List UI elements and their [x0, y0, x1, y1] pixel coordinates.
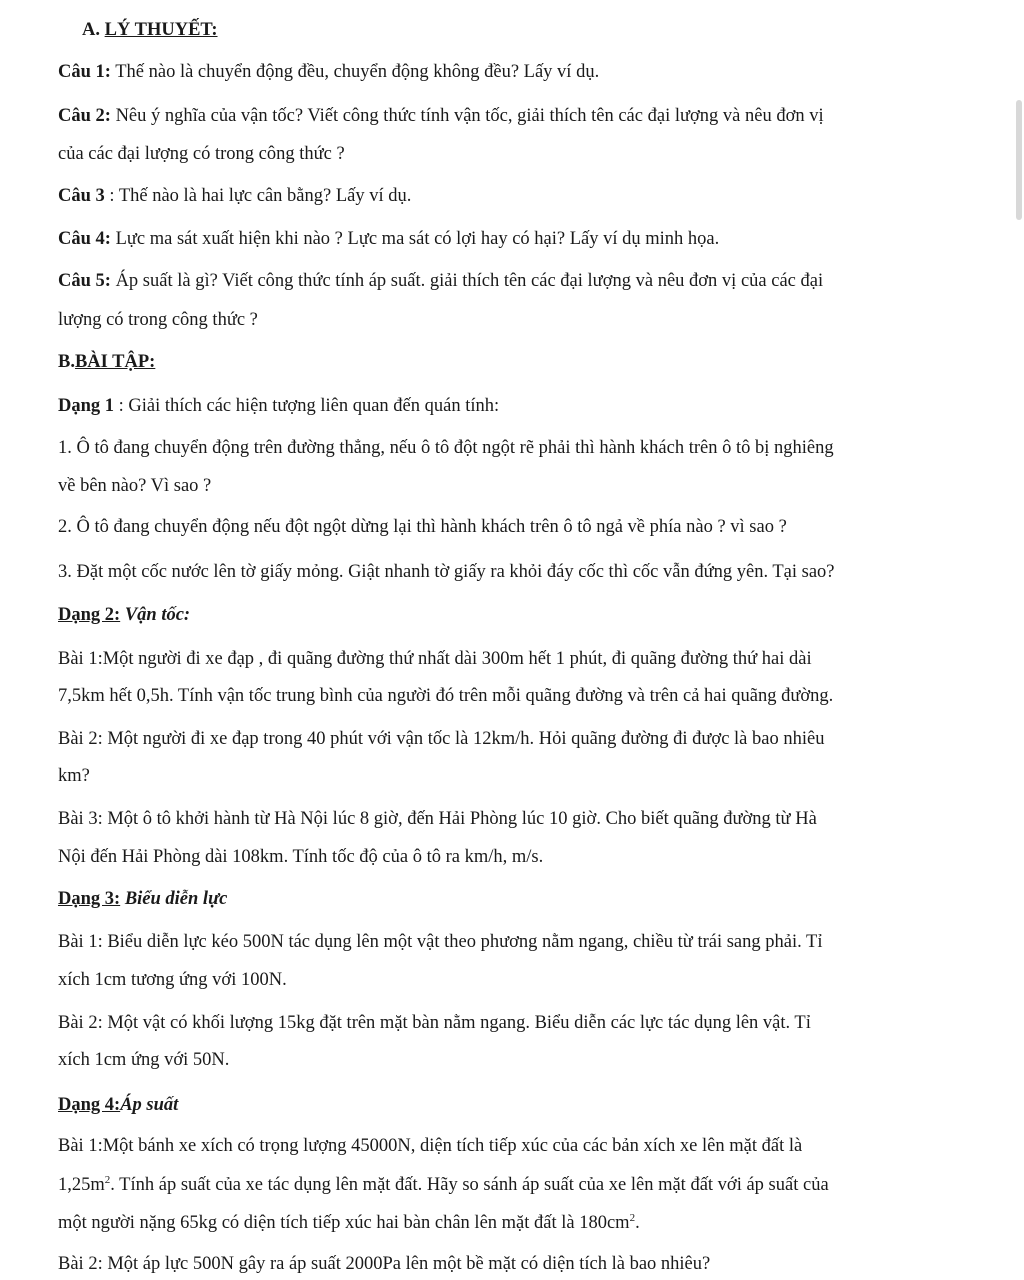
dang-4-bai-1-cont [58, 1173, 829, 1197]
dang-3-bai-1-cont: xích 1cm tương ứng với 100N. [58, 970, 287, 990]
dang-3-label: Dạng 3: [58, 889, 121, 909]
dang-3-bai-2-cont: xích 1cm ứng với 50N. [58, 1050, 230, 1070]
question-5-cont: lượng có trong công thức ? [58, 310, 258, 330]
question-1 [58, 60, 599, 84]
dang-4-label: Dạng 4: [58, 1095, 121, 1115]
dang-1-item-1-cont: về bên nào? Vì sao ? [58, 476, 212, 496]
question-2-cont: của các đại lượng có trong công thức ? [58, 144, 345, 164]
dang-4-bai-1-text-3: một người nặng 65kg có diện tích tiếp xúc hai bàn chân lên mặt đất là 180cm [58, 1213, 630, 1233]
question-5-text: Áp suất là gì? Viết công thức tính áp suất. giải thích tên các đại lượng và nêu đơn vị của các đại [115, 271, 824, 291]
question-3-text: : Thế nào là hai lực cân bằng? Lấy ví dụ. [109, 186, 412, 206]
section-a-heading [82, 18, 218, 42]
dang-1-item-2: 2. Ô tô đang chuyển động nếu đột ngột dừng lại thì hành khách trên ô tô ngả về phía nào ? vì sao ? [58, 517, 787, 537]
dang-1-heading [58, 394, 499, 418]
dang-1-item-1: 1. Ô tô đang chuyển động trên đường thẳng, nếu ô tô đột ngột rẽ phải thì hành khách trên ô tô bị nghiêng [58, 438, 834, 458]
dang-4-bai-1-period: . [635, 1213, 640, 1233]
section-b-prefix: B. [58, 352, 75, 372]
question-3 [58, 184, 411, 208]
dang-2-title: Vận tốc: [124, 605, 191, 625]
dang-2-heading [58, 603, 190, 627]
area-exponent: 2 [104, 1173, 111, 1186]
question-1-text: Thế nào là chuyển động đều, chuyển động không đều? Lấy ví dụ. [115, 62, 600, 82]
dang-3-title: Biểu diễn lực [124, 889, 228, 909]
dang-2-bai-2: Bài 2: Một người đi xe đạp trong 40 phút với vận tốc là 12km/h. Hỏi quãng đường đi được là bao nhiêu [58, 729, 825, 749]
dang-1-text: : Giải thích các hiện tượng liên quan đến quán tính: [118, 396, 500, 416]
section-a-title: LÝ THUYẾT: [104, 20, 218, 40]
question-2-text: Nêu ý nghĩa của vận tốc? Viết công thức tính vận tốc, giải thích tên các đại lượng và nêu đơn vị [115, 106, 824, 126]
dang-1-item-3: 3. Đặt một cốc nước lên tờ giấy mỏng. Giật nhanh tờ giấy ra khỏi đáy cốc thì cốc vẫn đứng yên. Tại sao? [58, 562, 835, 582]
question-4 [58, 227, 719, 251]
question-5 [58, 269, 823, 293]
question-2 [58, 104, 824, 128]
dang-3-heading [58, 887, 227, 911]
scrollbar[interactable] [1016, 100, 1022, 220]
dang-4-bai-1-text-2: . Tính áp suất của xe tác dụng lên mặt đất. Hãy so sánh áp suất của xe lên mặt đất với áp suất của [110, 1175, 829, 1195]
question-5-label: Câu 5: [58, 271, 111, 291]
foot-area-exponent: 2 [629, 1211, 636, 1224]
dang-2-label: Dạng 2: [58, 605, 121, 625]
question-4-text: Lực ma sát xuất hiện khi nào ? Lực ma sát có lợi hay có hại? Lấy ví dụ minh họa. [115, 229, 720, 249]
section-b-heading [58, 350, 155, 374]
section-b-title: BÀI TẬP: [74, 352, 156, 372]
dang-4-bai-2: Bài 2: Một áp lực 500N gây ra áp suất 2000Pa lên một bề mặt có diện tích là bao nhiêu? [58, 1254, 711, 1274]
question-2-label: Câu 2: [58, 106, 111, 126]
question-3-label: Câu 3 [58, 186, 105, 206]
dang-4-title: Áp suất [120, 1095, 179, 1115]
dang-2-bai-1-cont: 7,5km hết 0,5h. Tính vận tốc trung bình của người đó trên mỗi quãng đường và trên cả hai quãng đường. [58, 686, 834, 706]
area-value: 1,25m [58, 1175, 105, 1195]
dang-2-bai-3: Bài 3: Một ô tô khởi hành từ Hà Nội lúc 8 giờ, đến Hải Phòng lúc 10 giờ. Cho biết quãng đường từ Hà [58, 809, 817, 829]
dang-4-heading [58, 1093, 178, 1117]
dang-3-bai-2: Bài 2: Một vật có khối lượng 15kg đặt trên mặt bàn nằm ngang. Biểu diễn các lực tác dụng lên vật. Tỉ [58, 1013, 811, 1033]
section-a-prefix: A. [82, 20, 100, 40]
dang-2-bai-1: Bài 1:Một người đi xe đạp , đi quãng đường thứ nhất dài 300m hết 1 phút, đi quãng đường thứ hai dài [58, 649, 812, 669]
dang-4-bai-1-cont-2 [58, 1211, 640, 1235]
question-1-label: Câu 1: [58, 62, 111, 82]
dang-2-bai-3-cont: Nội đến Hải Phòng dài 108km. Tính tốc độ của ô tô ra km/h, m/s. [58, 847, 544, 867]
dang-1-label: Dạng 1 [58, 396, 115, 416]
question-4-label: Câu 4: [58, 229, 111, 249]
dang-2-bai-2-cont: km? [58, 766, 90, 786]
dang-3-bai-1: Bài 1: Biểu diễn lực kéo 500N tác dụng lên một vật theo phương nằm ngang, chiều từ trái sang phải. Tỉ [58, 932, 823, 952]
dang-4-bai-1: Bài 1:Một bánh xe xích có trọng lượng 45000N, diện tích tiếp xúc của các bản xích xe lên mặt đất là [58, 1136, 803, 1156]
